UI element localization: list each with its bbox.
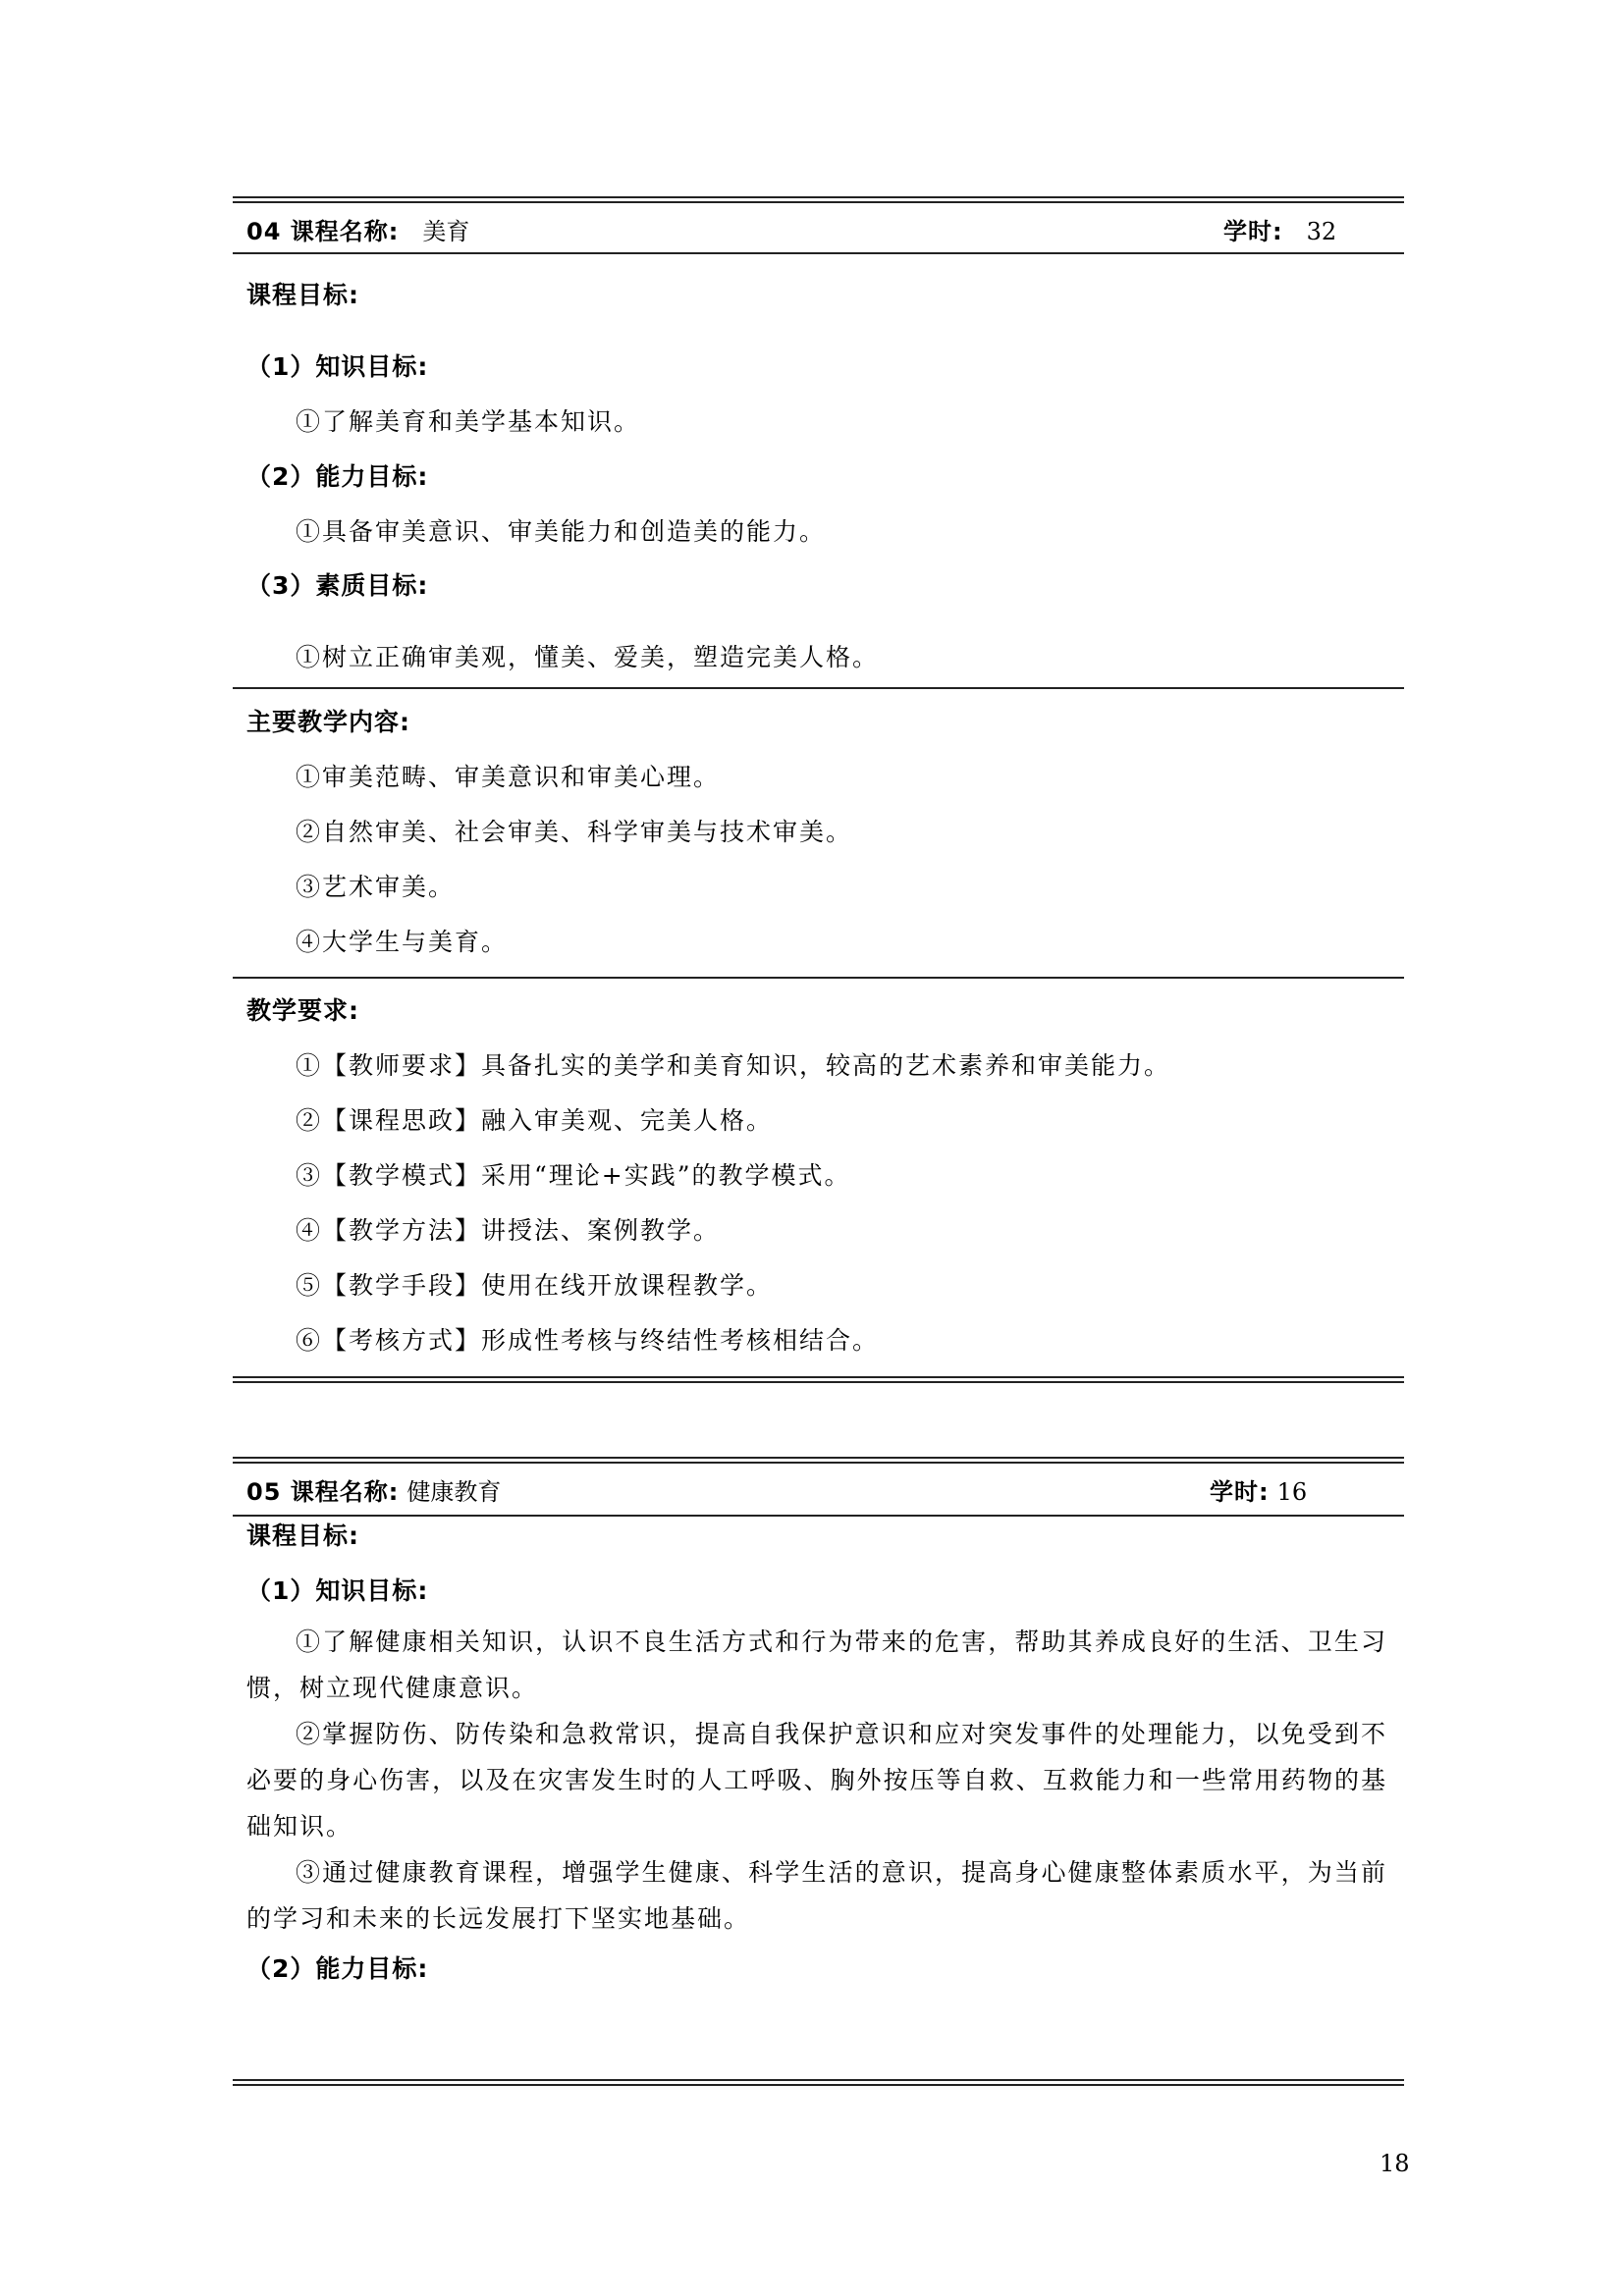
- requirement-item: ①【教师要求】具备扎实的美学和美育知识，较高的艺术素养和审美能力。: [296, 1051, 1171, 1080]
- objectives-heading: 课程目标:: [246, 1522, 359, 1550]
- course-05-table: [233, 1457, 1404, 1983]
- ability-item: ①具备审美意识、审美能力和创造美的能力。: [296, 517, 827, 546]
- requirement-item: ⑥【考核方式】形成性考核与终结性考核相结合。: [296, 1326, 880, 1355]
- hours-value: 32: [1306, 218, 1337, 245]
- knowledge-paragraph: ③通过健康教育课程，增强学生健康、科学生活的意识，提高身心健康整体素质水平，为当前的学习和未来的长远发展打下坚实地基础。: [246, 1858, 1387, 1933]
- knowledge-heading: （1）知识目标:: [246, 1576, 429, 1605]
- table-bottom-rule: [233, 2079, 1404, 2086]
- knowledge-paragraph: ①了解健康相关知识，认识不良生活方式和行为带来的危害，帮助其养成良好的生活、卫生习惯，树立现代健康意识。: [246, 1628, 1387, 1702]
- requirement-item: ③【教学模式】采用“理论+实践”的教学模式。: [296, 1161, 851, 1190]
- course-name-label: 04 课程名称:: [246, 218, 400, 245]
- row-divider: [233, 977, 1404, 979]
- row-divider: [233, 687, 1404, 689]
- page-number: 18: [1380, 2150, 1410, 2177]
- course-header: [233, 1464, 1404, 1515]
- content-heading: 主要教学内容:: [246, 708, 410, 736]
- course-header: [233, 203, 1404, 252]
- requirements-heading: 教学要求:: [246, 996, 359, 1025]
- requirement-item: ④【教学方法】讲授法、案例教学。: [296, 1216, 721, 1245]
- course-name-value: 健康教育: [406, 1478, 502, 1506]
- objectives-section: [233, 252, 1404, 671]
- quality-heading: （3）素质目标:: [246, 571, 429, 600]
- requirement-item: ⑤【教学手段】使用在线开放课程教学。: [296, 1271, 774, 1300]
- knowledge-item: ①了解美育和美学基本知识。: [296, 407, 641, 436]
- table-top-rule: [233, 1457, 1404, 1464]
- quality-item: ①树立正确审美观，懂美、爱美，塑造完美人格。: [296, 643, 880, 671]
- hours-label: 学时:: [1210, 1478, 1270, 1506]
- knowledge-paragraph: ②掌握防伤、防传染和急救常识，提高自我保护意识和应对突发事件的处理能力，以免受到不必要的身心伤害，以及在灾害发生时的人工呼吸、胸外按压等自救、互救能力和一些常用药物的基础知识。: [246, 1720, 1387, 1841]
- table-top-rule: [233, 196, 1404, 203]
- requirement-item: ②【课程思政】融入审美观、完美人格。: [296, 1106, 774, 1135]
- content-item: ①审美范畴、审美意识和审美心理。: [296, 763, 721, 791]
- ability-heading: （2）能力目标:: [246, 462, 429, 491]
- course-name-value: 美育: [422, 218, 470, 245]
- content-item: ④大学生与美育。: [296, 928, 509, 956]
- table-bottom-rule: [233, 1376, 1404, 1383]
- objectives-heading: 课程目标:: [246, 281, 359, 309]
- course-04-table: [233, 196, 1404, 1355]
- ability-heading: （2）能力目标:: [246, 1954, 429, 1983]
- content-item: ③艺术审美。: [296, 873, 456, 901]
- knowledge-heading: （1）知识目标:: [246, 352, 429, 381]
- course-name-label: 05 课程名称:: [246, 1478, 400, 1506]
- row-divider: [233, 1515, 1404, 1517]
- hours-value: 16: [1276, 1478, 1308, 1506]
- hours-label: 学时:: [1223, 218, 1283, 245]
- content-item: ②自然审美、社会审美、科学审美与技术审美。: [296, 818, 853, 846]
